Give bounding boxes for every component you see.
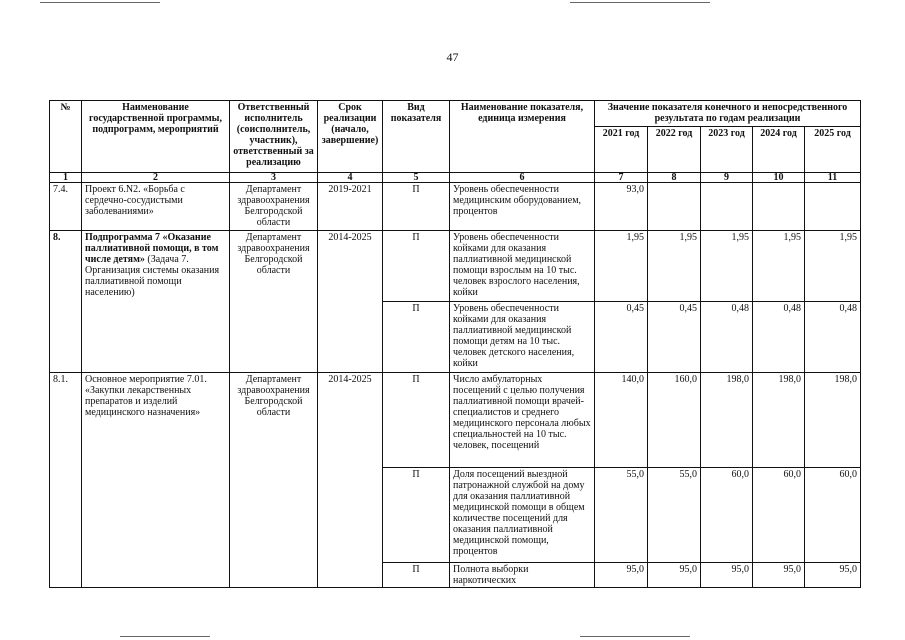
header-year: 2022 год — [648, 127, 701, 173]
row-value: 95,0 — [805, 563, 861, 588]
col-number: 4 — [318, 173, 383, 183]
row-value: 1,95 — [648, 231, 701, 302]
row-value: 55,0 — [648, 468, 701, 563]
row-term: 2019-2021 — [318, 183, 383, 231]
header-no: № — [50, 101, 82, 173]
header-values-group: Значение показателя конечного и непосредственного результата по годам реализации — [595, 101, 861, 127]
row-responsible: Департамент здравоохранения Белгородской области — [230, 373, 318, 588]
row-value: 95,0 — [701, 563, 753, 588]
row-value: 1,95 — [805, 231, 861, 302]
col-number: 6 — [450, 173, 595, 183]
header-row — [50, 101, 861, 127]
row-value: 0,48 — [753, 302, 805, 373]
row-no: 7.4. — [50, 183, 82, 231]
row-value: 60,0 — [701, 468, 753, 563]
row-value — [648, 183, 701, 231]
row-value: 95,0 — [648, 563, 701, 588]
row-value: 140,0 — [595, 373, 648, 468]
header-year: 2023 год — [701, 127, 753, 173]
subprogram-title: Подпрограмма 7 «Оказание паллиативной помощи, в том числе детям» — [85, 232, 219, 265]
row-type: П — [383, 183, 450, 231]
row-no: 8. — [50, 231, 82, 373]
row-indicator: Число амбулаторных посещений с целью получения паллиативной помощи врачей-специалистов и среднего медицинского персонала любых специальностей на 10 тыс. человек, посещений — [450, 373, 595, 468]
indicator-table — [49, 100, 861, 588]
row-type: П — [383, 231, 450, 302]
row-value: 0,45 — [648, 302, 701, 373]
column-number-row — [50, 173, 861, 183]
row-indicator: Уровень обеспеченности койками для оказания паллиативной медицинской помощи взрослым на 10 тыс. человек взрослого населения, койки — [450, 231, 595, 302]
col-number: 9 — [701, 173, 753, 183]
row-value: 198,0 — [753, 373, 805, 468]
col-number: 11 — [805, 173, 861, 183]
subprogram-task: (Задача 7. Организация системы оказания паллиативной помощи населению) — [85, 254, 220, 298]
row-value: 55,0 — [595, 468, 648, 563]
row-value: 0,45 — [595, 302, 648, 373]
header-term: Срок реализации (начало, завершение) — [318, 101, 383, 173]
page-number: 47 — [446, 50, 459, 64]
row-value — [753, 183, 805, 231]
row-type: П — [383, 563, 450, 588]
col-number: 3 — [230, 173, 318, 183]
row-value: 60,0 — [753, 468, 805, 563]
header-year: 2024 год — [753, 127, 805, 173]
scan-artifact-bottom — [580, 636, 690, 637]
col-number: 10 — [753, 173, 805, 183]
row-indicator: Уровень обеспеченности койками для оказания паллиативной медицинской помощи детям на 10 тыс. человек детского населения, койки — [450, 302, 595, 373]
row-no: 8.1. — [50, 373, 82, 588]
col-number: 5 — [383, 173, 450, 183]
row-value: 1,95 — [701, 231, 753, 302]
scan-artifact-bottom — [120, 636, 210, 637]
row-value: 95,0 — [595, 563, 648, 588]
row-value: 0,48 — [805, 302, 861, 373]
header-year: 2025 год — [805, 127, 861, 173]
col-number: 1 — [50, 173, 82, 183]
row-value: 60,0 — [805, 468, 861, 563]
table-row — [50, 183, 861, 231]
row-value: 1,95 — [595, 231, 648, 302]
header-responsible: Ответственный исполнитель (соисполнитель, участник), ответственный за реализацию — [230, 101, 318, 173]
row-value — [805, 183, 861, 231]
row-indicator: Уровень обеспеченности медицинским оборудованием, процентов — [450, 183, 595, 231]
header-year: 2021 год — [595, 127, 648, 173]
row-value: 160,0 — [648, 373, 701, 468]
row-value: 1,95 — [753, 231, 805, 302]
row-value: 198,0 — [701, 373, 753, 468]
scan-artifact-top — [40, 2, 160, 3]
col-number: 8 — [648, 173, 701, 183]
row-type: П — [383, 302, 450, 373]
scan-artifact-top — [570, 2, 710, 3]
row-name: Основное мероприятие 7.01. «Закупки лекарственных препаратов и изделий медицинского назначения» — [82, 373, 230, 588]
header-name: Наименование государственной программы, подпрограмм, мероприятий — [82, 101, 230, 173]
row-term: 2014-2025 — [318, 373, 383, 588]
header-indicator: Наименование показателя, единица измерения — [450, 101, 595, 173]
row-indicator: Доля посещений выездной патронажной службой на дому для оказания паллиативной медицинской помощи в общем количестве посещений для оказания паллиативной медицинской помощи, процентов — [450, 468, 595, 563]
row-value: 198,0 — [805, 373, 861, 468]
row-name: Проект 6.N2. «Борьба с сердечно-сосудистыми заболеваниями» — [82, 183, 230, 231]
row-value — [701, 183, 753, 231]
col-number: 7 — [595, 173, 648, 183]
row-name — [82, 231, 230, 373]
row-type: П — [383, 468, 450, 563]
header-type: Вид показателя — [383, 101, 450, 173]
row-value: 95,0 — [753, 563, 805, 588]
row-responsible: Департамент здравоохранения Белгородской области — [230, 231, 318, 373]
row-value: 93,0 — [595, 183, 648, 231]
row-type: П — [383, 373, 450, 468]
table-row — [50, 373, 861, 468]
col-number: 2 — [82, 173, 230, 183]
row-value: 0,48 — [701, 302, 753, 373]
row-responsible: Департамент здравоохранения Белгородской области — [230, 183, 318, 231]
row-term: 2014-2025 — [318, 231, 383, 373]
table-row — [50, 231, 861, 302]
row-indicator: Полнота выборки наркотических — [450, 563, 595, 588]
